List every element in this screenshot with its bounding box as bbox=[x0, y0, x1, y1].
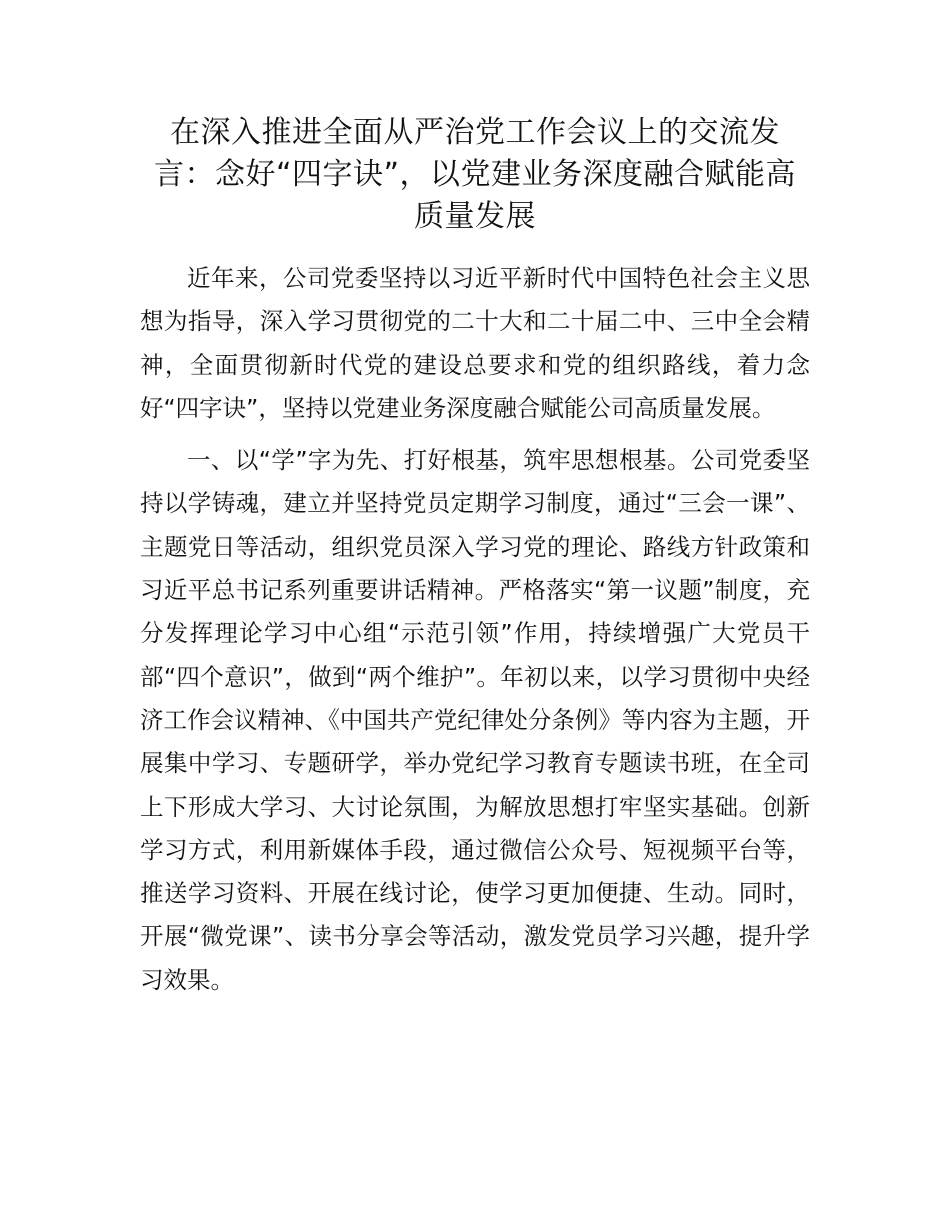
paragraph-intro: 近年来，公司党委坚持以习近平新时代中国特色社会主义思想为指导，深入学习贯彻党的二十大和二十届二中、三中全会精神，全面贯彻新时代党的建设总要求和党的组织路线，着力念好“四字诀”，坚持以党建业务深度融合赋能公司高质量发展。 bbox=[140, 264, 810, 422]
paragraph-section-one: 一、以“学”字为先、打好根基，筑牢思想根基。公司党委坚持以学铸魂，建立并坚持党员定期学习制度，通过“三会一课”、主题党日等活动，组织党员深入学习党的理论、路线方针政策和习近平总书记系列重要讲话精神。严格落实“第一议题”制度，充分发挥理论学习中心组“示范引领”作用，持续增强广大党员干部“四个意识”，做到“两个维护”。年初以来，以学习贯彻中央经济工作会议精神、《中国共产党纪律处分条例》等内容为主题，开展集中学习、专题研学，举办党纪学习教育专题读书班，在全司上下形成大学习、大讨论氛围，为解放思想打牢坚实基础。创新学习方式，利用新媒体手段，通过微信公众号、短视频平台等，推送学习资料、开展在线讨论，使学习更加便捷、生动。同时，开展“微党课”、读书分享会等活动，激发党员学习兴趣，提升学习效果。 bbox=[140, 446, 810, 994]
document-title: 在深入推进全面从严治党工作会议上的交流发言：念好“四字诀”，以党建业务深度融合赋能高质量发展 bbox=[153, 115, 797, 234]
document-body bbox=[140, 257, 810, 1011]
